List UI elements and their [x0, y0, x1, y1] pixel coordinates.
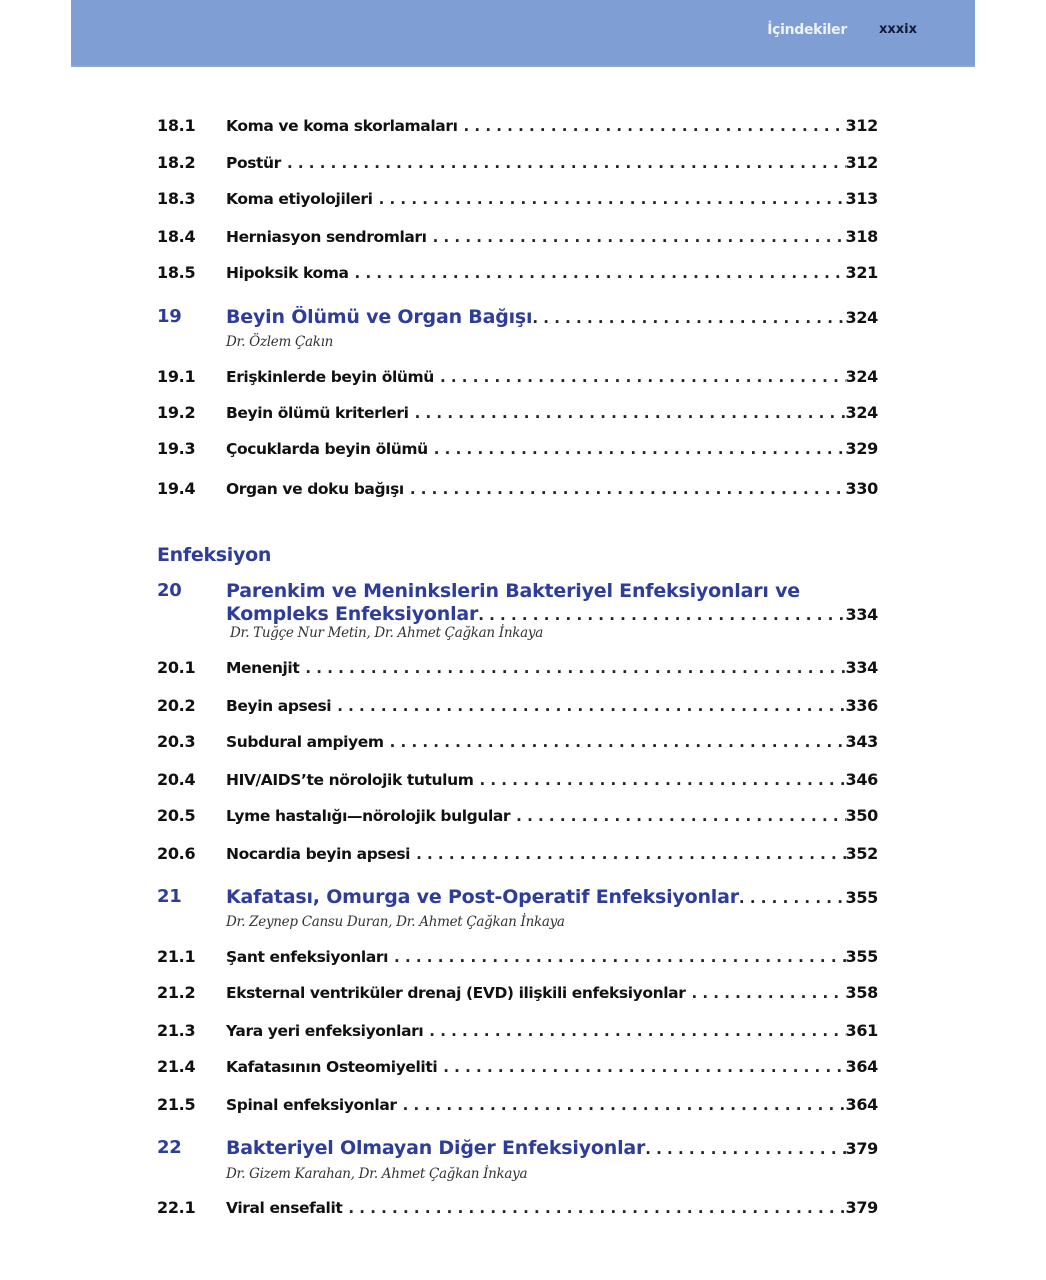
dot-leader: [532, 309, 845, 327]
toc-entry-page: 330: [845, 479, 878, 498]
toc-entry[interactable]: [157, 658, 878, 680]
toc-entry-title: Organ ve doku bağışı: [226, 480, 404, 498]
toc-entry[interactable]: [157, 732, 878, 754]
dot-leader: [348, 1199, 845, 1217]
toc-entry-page: 355: [845, 947, 878, 966]
toc-entry-number: 22.1: [157, 1198, 196, 1217]
toc-entry-number: 20.2: [157, 696, 196, 715]
dot-leader: [478, 606, 845, 624]
dot-leader: [443, 1058, 845, 1076]
dot-leader: [691, 984, 845, 1002]
dot-leader: [433, 228, 846, 246]
toc-entry-number: 19.4: [157, 479, 196, 498]
toc-entry[interactable]: [157, 1198, 878, 1220]
running-header-title: İçindekiler: [767, 22, 847, 38]
toc-entry-page: 329: [845, 439, 878, 458]
toc-entry-title: Koma etiyolojileri: [226, 190, 373, 208]
toc-entry-title: Beyin ölümü kriterleri: [226, 404, 409, 422]
dot-leader: [355, 264, 846, 282]
toc-entry-page: 324: [845, 403, 878, 422]
toc-entry-number: 18.2: [157, 153, 196, 172]
chapter-author: Dr. Özlem Çakın: [226, 334, 334, 350]
toc-entry[interactable]: [157, 844, 878, 866]
toc-entry-title: Erişkinlerde beyin ölümü: [226, 368, 434, 386]
toc-entry-number: 20.5: [157, 806, 196, 825]
dot-leader: [410, 480, 846, 498]
dot-leader: [415, 404, 846, 422]
toc-entry-title: Koma ve koma skorlamaları: [226, 117, 458, 135]
chapter-page: 324: [845, 308, 878, 327]
chapter-number: 19: [157, 306, 182, 327]
chapter-page: 379: [845, 1139, 878, 1158]
dot-leader: [429, 1022, 845, 1040]
chapter-title-line-1[interactable]: Parenkim ve Meninkslerin Bakteriyel Enfeksiyonları ve: [226, 580, 800, 602]
toc-chapter-21[interactable]: [157, 886, 878, 912]
toc-entry[interactable]: [157, 947, 878, 969]
toc-entry[interactable]: [157, 770, 878, 792]
dot-leader: [390, 733, 846, 751]
dot-leader: [337, 697, 845, 715]
toc-entry[interactable]: [157, 696, 878, 718]
toc-entry[interactable]: [157, 153, 878, 175]
toc-entry-title: Beyin apsesi: [226, 697, 332, 715]
toc-entry-number: 18.5: [157, 263, 196, 282]
toc-entry-page: 313: [845, 189, 878, 208]
toc-entry[interactable]: [157, 1057, 878, 1079]
toc-entry-page: 343: [845, 732, 878, 751]
toc-entry-page: 379: [845, 1198, 878, 1217]
toc-entry-title: Kafatasının Osteomiyeliti: [226, 1058, 438, 1076]
toc-entry-number: 21.1: [157, 947, 196, 966]
dot-leader: [434, 440, 846, 458]
toc-entry[interactable]: [157, 189, 878, 211]
toc-entry-number: 19.2: [157, 403, 196, 422]
toc-entry[interactable]: [157, 227, 878, 249]
chapter-author: Dr. Tuğçe Nur Metin, Dr. Ahmet Çağkan İnkaya: [230, 625, 543, 641]
toc-entry-title: Hipoksik koma: [226, 264, 349, 282]
chapter-title: Beyin Ölümü ve Organ Bağışı: [226, 306, 533, 328]
toc-entry-number: 21.3: [157, 1021, 196, 1040]
dot-leader: [394, 948, 845, 966]
toc-entry-title: Herniasyon sendromları: [226, 228, 427, 246]
toc-entry-title: Şant enfeksiyonları: [226, 948, 389, 966]
toc-entry-title: Eksternal ventriküler drenaj (EVD) ilişkili enfeksiyonlar: [226, 984, 686, 1002]
toc-chapter-19[interactable]: [157, 306, 878, 332]
dot-leader: [416, 845, 845, 863]
toc-entry-number: 21.4: [157, 1057, 196, 1076]
dot-leader: [403, 1096, 846, 1114]
toc-entry-number: 20.6: [157, 844, 196, 863]
toc-entry-page: 358: [845, 983, 878, 1002]
toc-entry[interactable]: [157, 439, 878, 461]
toc-entry[interactable]: [157, 116, 878, 138]
dot-leader: [287, 154, 846, 172]
toc-entry-title: Subdural ampiyem: [226, 733, 384, 751]
toc-entry-page: 324: [845, 367, 878, 386]
dot-leader: [463, 117, 845, 135]
dot-leader: [305, 659, 845, 677]
chapter-page: 334: [845, 605, 878, 624]
toc-entry[interactable]: [157, 983, 878, 1005]
toc-entry[interactable]: [157, 1021, 878, 1043]
chapter-title: Kafatası, Omurga ve Post-Operatif Enfeksiyonlar: [226, 886, 739, 908]
running-header: [71, 0, 975, 67]
toc-entry-number: 20.3: [157, 732, 196, 751]
toc-chapter-22[interactable]: [157, 1137, 878, 1163]
toc-entry-number: 19.1: [157, 367, 196, 386]
toc-entry-number: 20.4: [157, 770, 196, 789]
toc-entry-page: 350: [845, 806, 878, 825]
dot-leader: [739, 889, 846, 907]
toc-entry-page: 321: [845, 263, 878, 282]
dot-leader: [379, 190, 846, 208]
toc-entry-title: Menenjit: [226, 659, 300, 677]
toc-entry-page: 312: [845, 116, 878, 135]
toc-entry-title: Postür: [226, 154, 281, 172]
toc-entry-page: 334: [845, 658, 878, 677]
chapter-number: 22: [157, 1137, 182, 1158]
toc-entry-title: Çocuklarda beyin ölümü: [226, 440, 428, 458]
toc-entry-title: Lyme hastalığı—nörolojik bulgular: [226, 807, 511, 825]
toc-entry[interactable]: [157, 367, 878, 389]
toc-entry-page: 361: [845, 1021, 878, 1040]
toc-entry-page: 364: [845, 1095, 878, 1114]
section-heading: Enfeksiyon: [157, 544, 272, 566]
dot-leader: [479, 771, 845, 789]
toc-entry-number: 18.1: [157, 116, 196, 135]
toc-entry-page: 352: [845, 844, 878, 863]
toc-entry-page: 318: [845, 227, 878, 246]
toc-entry-title: Yara yeri enfeksiyonları: [226, 1022, 424, 1040]
toc-entry-number: 21.2: [157, 983, 196, 1002]
toc-entry-page: 312: [845, 153, 878, 172]
chapter-title-line-2: Kompleks Enfeksiyonlar: [226, 603, 479, 625]
chapter-number: 20: [157, 580, 182, 601]
toc-entry-page: 364: [845, 1057, 878, 1076]
toc-entry[interactable]: [157, 1095, 878, 1117]
toc-entry-page: 346: [845, 770, 878, 789]
toc-entry-number: 18.3: [157, 189, 196, 208]
toc-entry[interactable]: [157, 263, 878, 285]
toc-entry-title: Spinal enfeksiyonlar: [226, 1096, 397, 1114]
chapter-title: Bakteriyel Olmayan Diğer Enfeksiyonlar: [226, 1137, 646, 1159]
chapter-author: Dr. Gizem Karahan, Dr. Ahmet Çağkan İnkaya: [226, 1166, 528, 1182]
dot-leader: [516, 807, 845, 825]
dot-leader: [645, 1140, 845, 1158]
toc-entry-title: Nocardia beyin apsesi: [226, 845, 411, 863]
toc-entry-number: 20.1: [157, 658, 196, 677]
dot-leader: [440, 368, 846, 386]
toc-entry-title: HIV/AIDS’te nörolojik tutulum: [226, 771, 474, 789]
toc-entry[interactable]: [157, 479, 878, 501]
chapter-number: 21: [157, 886, 182, 907]
chapter-page: 355: [845, 888, 878, 907]
toc-entry[interactable]: [157, 403, 878, 425]
toc-entry-number: 21.5: [157, 1095, 196, 1114]
toc-entry-page: 336: [845, 696, 878, 715]
toc-entry-title: Viral ensefalit: [226, 1199, 343, 1217]
toc-entry-number: 19.3: [157, 439, 196, 458]
chapter-author: Dr. Zeynep Cansu Duran, Dr. Ahmet Çağkan İnkaya: [226, 914, 565, 930]
running-header-page-number: xxxix: [879, 22, 917, 37]
toc-entry[interactable]: [157, 806, 878, 828]
toc-entry-number: 18.4: [157, 227, 196, 246]
